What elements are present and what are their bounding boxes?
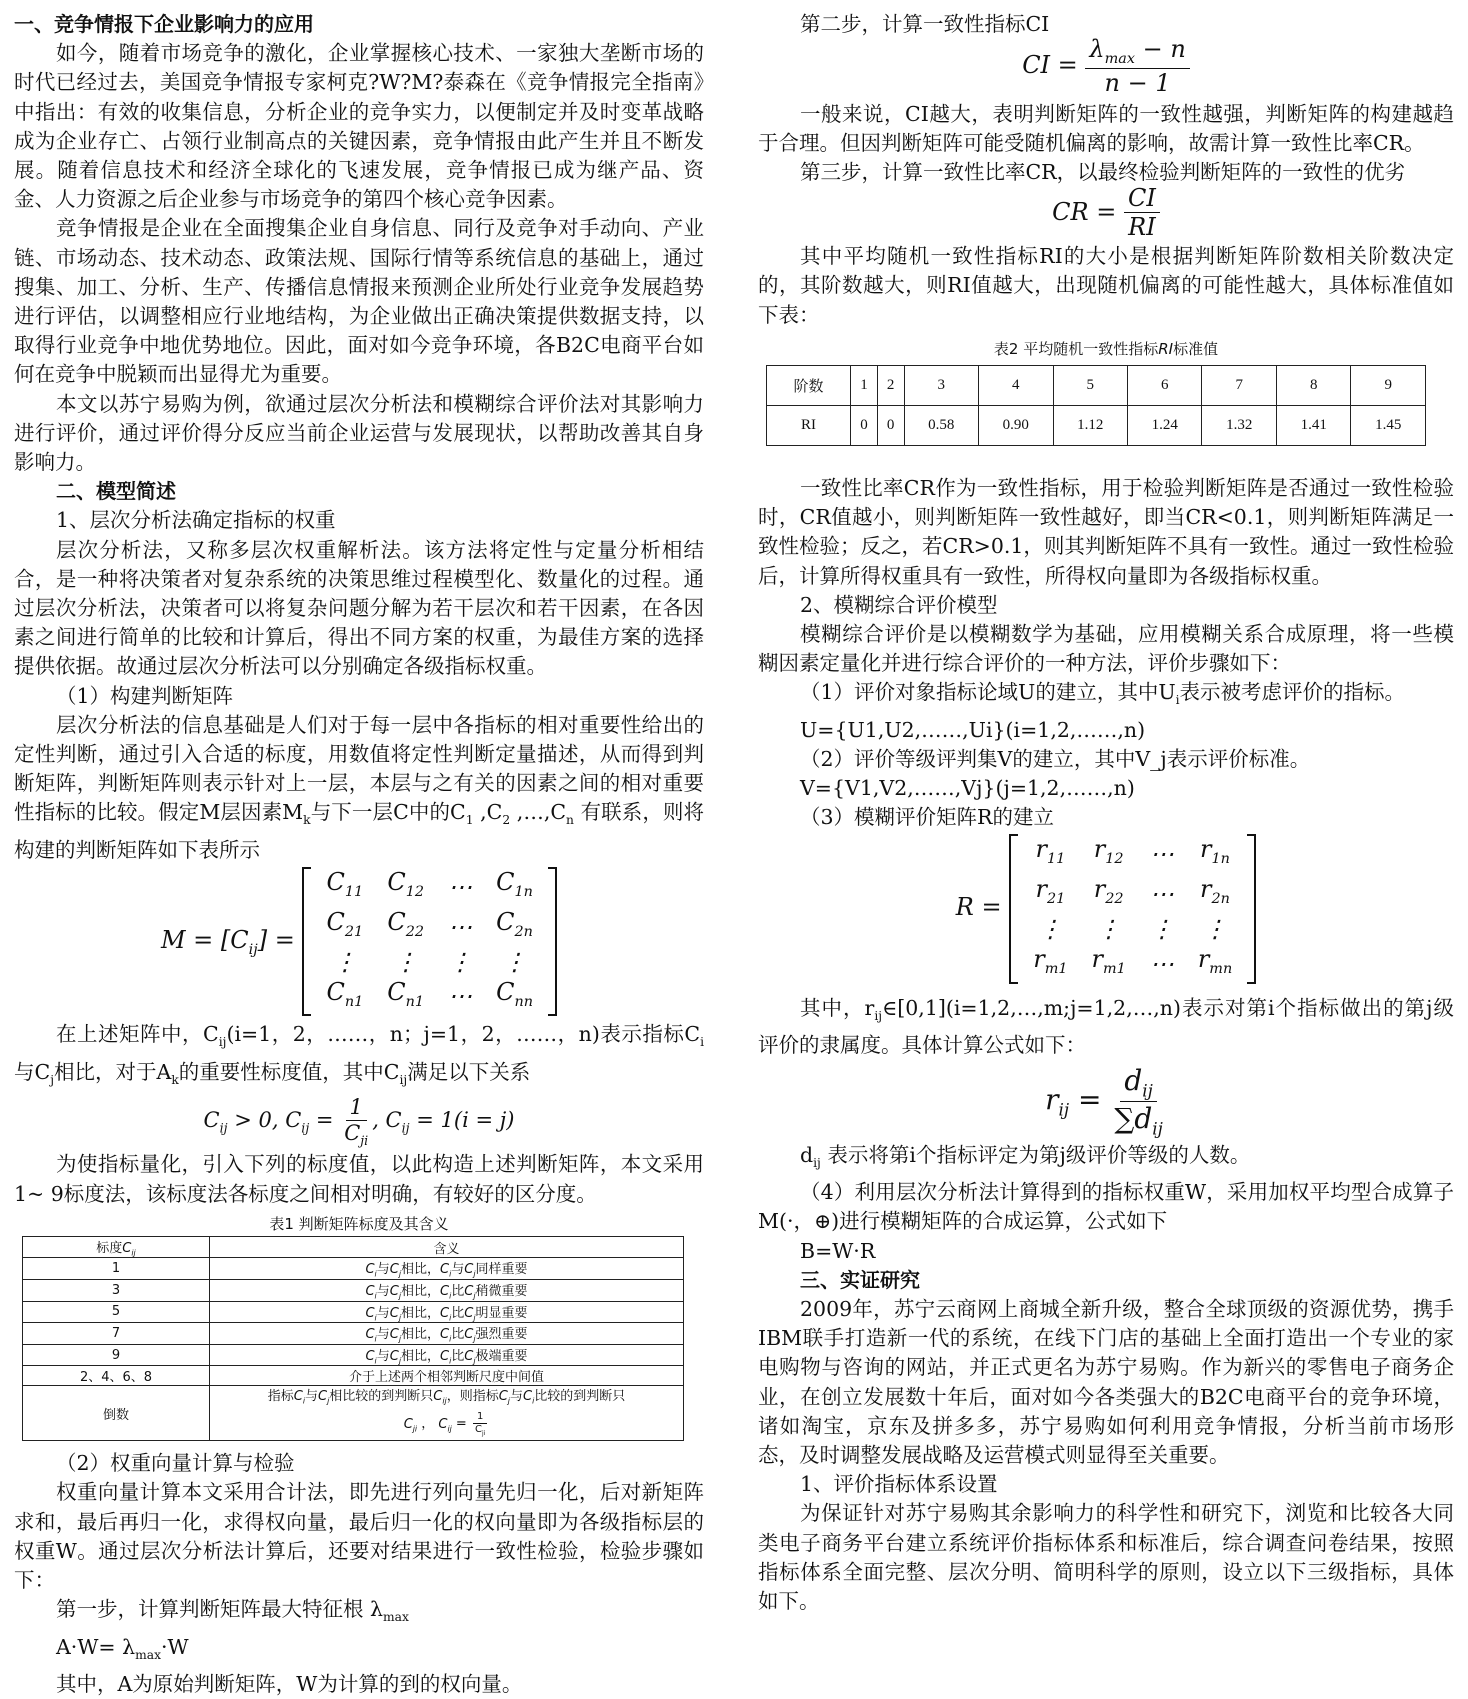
- paragraph: 本文以苏宁易购为例，欲通过层次分析法和模糊综合评价法对其影响力进行评价，通过评价得分反应当前企业运营与发展现状，以帮助改善其自身影响力。: [14, 391, 704, 475]
- subsection-heading: 1、层次分析法确定指标的权重: [56, 508, 336, 533]
- table-row: 5 $C_i$与$C_j$相比，$C_i$比$C_j$明显重要: [23, 1301, 684, 1323]
- equation-aw: $A\cdot W= \lambda_{max}\cdot W$: [56, 1634, 189, 1662]
- paragraph: （2）评价等级评判集V的建立，其中V_j表示评价标准。: [800, 746, 1311, 771]
- section-heading-2: 二、模型简述: [56, 479, 176, 504]
- paragraph: 在上述矩阵中，$C_{ij}(i=1$，2，……，n；j=1，2，……，n)表示指标$C_i$与$C_j$相比，对于$A_k$的重要性标度值，其中$C_{ij}$满足以下关系: [14, 1022, 704, 1087]
- paragraph: 第一步，计算判断矩阵最大特征根 $\lambda_{max}$: [56, 1597, 409, 1625]
- subsection-heading: 2、模糊综合评价模型: [800, 592, 998, 617]
- table-row: 9 $C_i$与$C_j$相比，$C_i$比$C_j$极端重要: [23, 1344, 684, 1366]
- table-row: 阶数 1 2 3 4 5 6 7 8 9: [767, 365, 1426, 405]
- table-row: 1 $C_i$与$C_j$相比，$C_i$与$C_j$同样重要: [23, 1258, 684, 1280]
- paragraph: 层次分析法，又称多层次权重解析法。该方法将定性与定量分析相结合，是一种将决策者对复杂系统的决策思维过程模型化、数量化的过程。通过层次分析法，决策者可以将复杂问题分解为若干层次和若干因素，在各因素之间进行简单的比较和计算后，得出不同方案的权重，为最佳方案的选择提供依据。故通过层次分析法可以分别确定各级指标权重。: [14, 537, 704, 679]
- paragraph: 为使指标量化，引入下列的标度值，以此构造上述判断矩阵，本文采用1~ 9标度法，该标度法各标度之间相对明确，有较好的区分度。: [14, 1152, 704, 1206]
- table-row: 2、4、6、8 介于上述两个相邻判断尺度中间值: [23, 1366, 684, 1386]
- paragraph: 一般来说，CI越大，表明判断矩阵的一致性越强，判断矩阵的构建越趋于合理。但因判断矩阵可能受随机偏离的影响，故需计算一致性比率CR。: [758, 102, 1454, 156]
- matrix-m-equation: $M = [C_{ij}]$ = $C_{11}$ $C_{12}$ ⋯ $C_{1n}$ $C_{21}$ $C_{22}$ ⋯ $C_{2n}$ ⋮ ⋮ ⋮ ⋮ $C_{n1}$ $C_{n1}$ ⋯ $C_{nn}$: [14, 867, 704, 1016]
- right-column: [758, 10, 1454, 1616]
- matrix-r: $r_{11}$ $r_{12}$ ⋯ $r_{1n}$ $r_{21}$ $r_{22}$ ⋯ $r_{2n}$ ⋮ ⋮ ⋮ ⋮ $r_{m1}$ $r_{m1}$ ⋯ $r_{mn}$: [1009, 834, 1256, 983]
- table-row: 7 $C_i$与$C_j$相比，$C_i$比$C_j$强烈重要: [23, 1323, 684, 1345]
- ci-equation: CI = $\frac{\lambda_{max} - n}{n - 1}$: [758, 35, 1454, 98]
- paragraph: $d_{ij}$ 表示将第i个指标评定为第j级评价等级的人数。: [800, 1142, 1251, 1170]
- paragraph: 其中平均随机一致性指标RI的大小是根据判断矩阵阶数相关阶数决定的，其阶数越大，则RI值越大，出现随机偏离的可能性越大，具体标准值如下表：: [758, 244, 1454, 327]
- table1-caption: 表1 判断矩阵标度及其含义: [269, 1214, 449, 1233]
- paragraph: 2009年，苏宁云商网上商城全新升级，整合全球顶级的资源优势，携手IBM联手打造新一代的系统，在线下门店的基础上全面打造出一个专业的家电购物与咨询的网站，并正式更名为苏宁易购。作为新兴的零售电子商务企业，在创立发展数十年后，面对如今各类强大的B2C电商平台的竞争环境，诸如淘宝，京东及拼多多，苏宁易购如何利用竞争情报，分析当前市场形态，及时调整发展战略及运营模式则显得至关重要。: [758, 1296, 1454, 1467]
- table-row: RI 0 0 0.58 0.90 1.12 1.24 1.32 1.41 1.45: [767, 405, 1426, 445]
- table1-scale: [22, 1236, 684, 1441]
- left-column: [14, 10, 704, 1699]
- matrix-r-equation: R = $r_{11}$ $r_{12}$ ⋯ $r_{1n}$ $r_{21}$ $r_{22}$ ⋯ $r_{2n}$ ⋮ ⋮ ⋮ ⋮ $r_{m1}$ $r_{m1}$ ⋯ $r_{mn}$: [758, 834, 1454, 983]
- table1-header-scale: 标度$C_{ij}$: [23, 1236, 210, 1258]
- v-set-equation: V={V1,V2,……,Vj}(j=1,2,……,n): [800, 776, 1135, 801]
- table-row: 倒数 指标$C_i$与$C_j$相比较的到判断只$C_{ij}$，则指标$C_j$与$C_i$比较的到判断只 $C_{ji}$ ， $C_{ij}$ = $\frac{1}{C_{ji}}$: [23, 1386, 684, 1441]
- paragraph: 模糊综合评价是以模糊数学为基础，应用模糊关系合成原理，将一些模糊因素定量化并进行综合评价的一种方法，评价步骤如下：: [758, 621, 1454, 676]
- paragraph: 层次分析法的信息基础是人们对于每一层中各指标的相对重要性给出的定性判断，通过引入合适的标度，用数值将定性判断定量描述，从而得到判断矩阵，判断矩阵则表示针对上一层，本层与之有关的因素之间的相对重要性指标的比较。假定M层因素$M_k$与下一层C中的$C_1$ $,C_2$ $,\dots,C_n$ 有联系，则将构建的判断矩阵如下表所示: [14, 712, 705, 862]
- table2-ri: [766, 365, 1426, 446]
- paragraph: 其中，A为原始判断矩阵，W为计算的到的权向量。: [56, 1671, 523, 1696]
- paragraph: 竞争情报是企业在全面搜集企业自身信息、同行及竞争对手动向、产业链、市场动态、技术动态、政策法规、国际行情等系统信息的基础上，通过搜集、加工、分析、生产、传播信息情报来预测企业所处行业竞争发展趋势进行评估，以调整相应行业地结构，为企业做出正确决策提供数据支持，以取得行业竞争中地优势地位。因此，面对如今竞争环境，各B2C电商平台如何在竞争中脱颖而出显得尤为重要。: [14, 216, 704, 387]
- table1-header-meaning: 含义: [210, 1236, 684, 1258]
- subsection-heading: 1、评价指标体系设置: [800, 1472, 998, 1497]
- paragraph: 为保证针对苏宁易购其余影响力的科学性和研究下，浏览和比较各大同类电子商务平台建立系统评价指标体系和标准后，综合调查问卷结果，按照指标体系全面完整、层次分明、简明科学的原则，设立以下三级指标，具体如下。: [758, 1501, 1454, 1613]
- step-heading: 第三步，计算一致性比率CR，以最终检验判断矩阵的一致性的优劣: [800, 160, 1406, 185]
- paragraph: 权重向量计算本文采用合计法，即先进行列向量先归一化，后对新矩阵求和，最后再归一化，求得权向量，最后归一化的权向量即为各级指标层的权重W。通过层次分析法计算后，还要对结果进行一致性检验，检验步骤如下：: [14, 1480, 704, 1593]
- rij-equation: $r_{ij}$ = $\frac{d_{ij}}{\sum d_{ij}}$: [1045, 1064, 1163, 1139]
- paragraph: 如今，随着市场竞争的激化，企业掌握核心技术、一家独大垄断市场的时代已经过去，美国竞争情报专家柯克?W?M?泰森在《竞争情报完全指南》中指出：有效的收集信息，分析企业的竞争实力，以便制定并及时变革战略成为企业存亡、占领行业制高点的关键因素，竞争情报由此产生并且不断发展。随着信息技术和经济全球化的飞速发展，竞争情报已成为继产品、资金、人力资源之后企业参与市场竞争的第四个核心竞争因素。: [14, 41, 704, 212]
- step-heading: 第二步，计算一致性指标CI: [800, 12, 1050, 36]
- paragraph: 一致性比率CR作为一致性指标，用于检验判断矩阵是否通过一致性检验时，CR值越小，则判断矩阵一致性越好，即当CR<0.1，则判断矩阵满足一致性检验；反之，若CR>0.1，则其判断矩阵不具有一致性。通过一致性检验后，计算所得权重具有一致性，所得权向量即为各级指标权重。: [758, 475, 1454, 588]
- table2-caption: 表2 平均随机一致性指标RI标准值: [993, 339, 1219, 358]
- u-set-equation: U={U1,U2,……,Ui}(i=1,2,……,n): [800, 717, 1146, 742]
- subsection-heading: （2）权重向量计算与检验: [56, 1451, 295, 1476]
- paragraph: 其中，$r_{ij}\in[0,1](i=1,2,\dots,m;j=1,2,\dots,n)$表示对第i个指标做出的第j级评价的隶属度。具体计算公式如下：: [758, 995, 1454, 1058]
- cr-equation: CR = $\frac{CI}{RI}$: [758, 184, 1454, 243]
- table-row: 3 $C_i$与$C_j$相比，$C_i$比$C_j$稍微重要: [23, 1280, 684, 1302]
- section-heading-3: 三、实证研究: [800, 1267, 920, 1292]
- paragraph: （3）模糊评价矩阵R的建立: [800, 805, 1054, 830]
- cij-relation-equation: $C_{ij} > 0$, $C_{ij}$ = $\frac{1}{C_{ji}}$ , $C_{ij} = 1(i = j)$: [203, 1094, 515, 1149]
- paragraph: （4）利用层次分析法计算得到的指标权重W，采用加权平均型合成算子M(·，⊕)进行模糊矩阵的合成运算，公式如下: [758, 1180, 1454, 1234]
- matrix-m: $C_{11}$ $C_{12}$ ⋯ $C_{1n}$ $C_{21}$ $C_{22}$ ⋯ $C_{2n}$ ⋮ ⋮ ⋮ ⋮ $C_{n1}$ $C_{n1}$ ⋯ $C_{nn}$: [302, 867, 557, 1016]
- section-heading-1: 一、竞争情报下企业影响力的应用: [14, 12, 314, 36]
- paragraph: （1）评价对象指标论域U的建立，其中$U_i$表示被考虑评价的指标。: [800, 680, 1406, 708]
- b-equation: B=W·R: [800, 1238, 876, 1263]
- subsection-heading: （1）构建判断矩阵: [56, 683, 234, 708]
